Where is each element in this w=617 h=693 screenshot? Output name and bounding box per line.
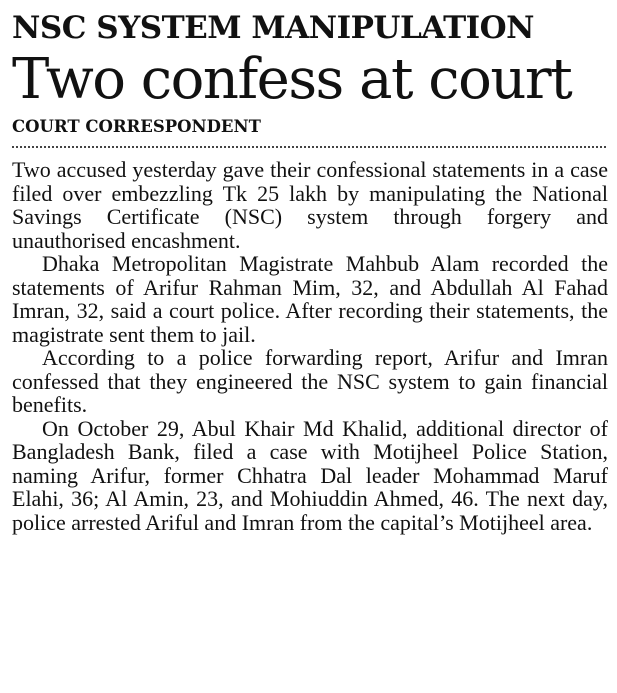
article-paragraph: Two accused yesterday gave their confessional statements in a case filed over embezzling Tk 25 lakh by manipulating the National Savings Certificate (NSC) system through forgery and unauthorised encashment. xyxy=(12,157,608,253)
article-body xyxy=(12,158,608,534)
article-byline: COURT CORRESPONDENT xyxy=(12,117,261,136)
article-paragraph: On October 29, Abul Khair Md Khalid, additional director of Bangladesh Bank, filed a case with Motijheel Police Station, naming Arifur, former Chhatra Dal leader Mohammad Maruf Elahi, 36; Al Amin, 23, and Mohiuddin Ahmed, 46. The next day, police arrested Ariful and Imran from the capital’s Motijheel area. xyxy=(12,415,608,535)
article-headline: Two confess at court xyxy=(12,47,572,112)
news-article xyxy=(12,10,608,534)
article-paragraph: Dhaka Metropolitan Magistrate Mahbub Alam recorded the statements of Arifur Rahman Mim, 32, and Abdullah Al Fahad Imran, 32, said a court police. After recording their statements, the magistrate sent them to jail. xyxy=(12,251,608,347)
article-paragraph: According to a police forwarding report, Arifur and Imran confessed that they engineered the NSC system to gain financial benefits. xyxy=(12,345,608,417)
article-kicker: NSC SYSTEM MANIPULATION xyxy=(12,10,535,46)
dotted-divider xyxy=(12,146,606,148)
